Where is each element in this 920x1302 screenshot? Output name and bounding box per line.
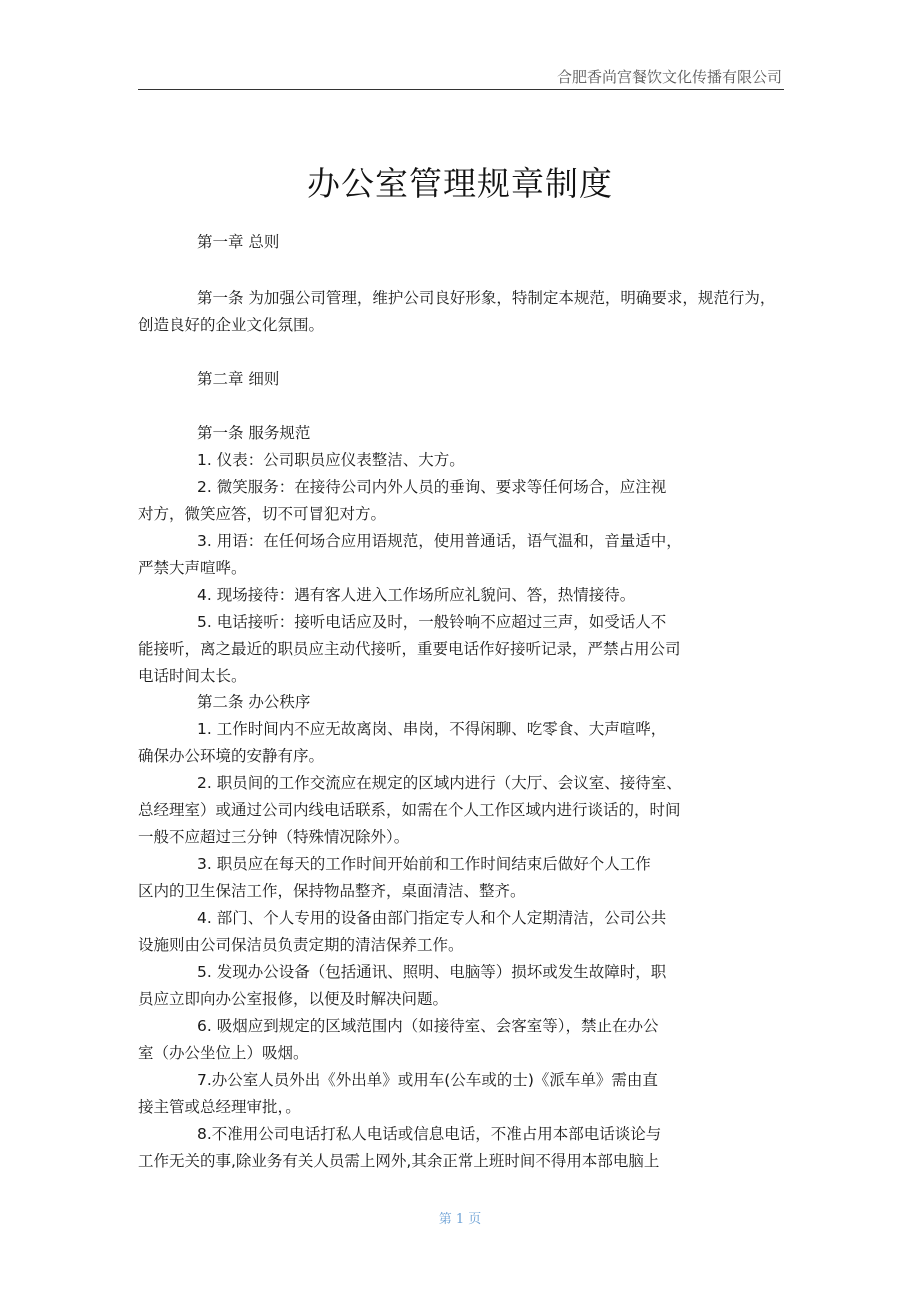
paragraph-line: 能接听，离之最近的职员应主动代接听，重要电话作好接听记录，严禁占用公司 [138, 640, 681, 658]
paragraph-line: 对方，微笑应答，切不可冒犯对方。 [138, 505, 387, 523]
paragraph-line: 室（办公坐位上）吸烟。 [138, 1044, 309, 1062]
header-rule [138, 89, 784, 90]
paragraph-line: 3. 用语：在任何场合应用语规范，使用普通话，语气温和，音量适中， [197, 532, 682, 550]
paragraph-line: 7.办公室人员外出《外出单》或用车(公车或的士)《派车单》需由直 [197, 1071, 658, 1089]
paragraph-line: 5. 发现办公设备（包括通讯、照明、电脑等）损坏或发生故障时，职 [197, 963, 667, 981]
paragraph-line: 设施则由公司保洁员负责定期的清洁保养工作。 [138, 936, 464, 954]
paragraph-line: 一般不应超过三分钟（特殊情况除外）。 [138, 828, 410, 846]
paragraph-line: 确保办公环境的安静有序。 [138, 747, 325, 765]
paragraph-line: 电话时间太长。 [138, 667, 247, 685]
article-heading: 第二条 办公秩序 [197, 693, 311, 711]
paragraph-line: 3. 职员应在每天的工作时间开始前和工作时间结束后做好个人工作 [197, 855, 651, 873]
chapter-heading: 第一章 总则 [197, 233, 280, 251]
paragraph-line: 严禁大声喧哗。 [138, 559, 247, 577]
paragraph-line: 工作无关的事,除业务有关人员需上网外,其余正常上班时间不得用本部电脑上 [138, 1152, 660, 1170]
paragraph-line: 第一条 为加强公司管理，维护公司良好形象，特制定本规范，明确要求，规范行为， [197, 289, 776, 307]
paragraph-line: 2. 微笑服务：在接待公司内外人员的垂询、要求等任何场合，应注视 [197, 478, 667, 496]
chapter-heading: 第二章 细则 [197, 370, 280, 388]
paragraph-line: 员应立即向办公室报修，以便及时解决问题。 [138, 990, 449, 1008]
paragraph-line: 总经理室）或通过公司内线电话联系，如需在个人工作区域内进行谈话的，时间 [138, 801, 681, 819]
article-heading: 第一条 服务规范 [197, 424, 311, 442]
header-company-name: 合肥香尚宫餐饮文化传播有限公司 [556, 68, 782, 86]
paragraph-line: 6. 吸烟应到规定的区域范围内（如接待室、会客室等），禁止在办公 [197, 1017, 659, 1035]
paragraph-line: 创造良好的企业文化氛围。 [138, 316, 325, 334]
paragraph-line: 接主管或总经理审批，。 [138, 1098, 301, 1116]
document-title: 办公室管理规章制度 [307, 164, 613, 203]
paragraph-line: 4. 现场接待：遇有客人进入工作场所应礼貌问、答，热情接待。 [197, 586, 636, 604]
paragraph-line: 2. 职员间的工作交流应在规定的区域内进行（大厅、会议室、接待室、 [197, 774, 682, 792]
paragraph-line: 4. 部门、个人专用的设备由部门指定专人和个人定期清洁，公司公共 [197, 909, 667, 927]
paragraph-line: 1. 仪表：公司职员应仪表整洁、大方。 [197, 451, 465, 469]
paragraph-line: 5. 电话接听：接听电话应及时，一般铃响不应超过三声，如受话人不 [197, 613, 667, 631]
paragraph-line: 1. 工作时间内不应无故离岗、串岗，不得闲聊、吃零食、大声喧哗， [197, 720, 667, 738]
paragraph-line: 8.不准用公司电话打私人电话或信息电话，不准占用本部电话谈论与 [197, 1125, 662, 1143]
page-number: 第 1 页 [438, 1212, 482, 1227]
paragraph-line: 区内的卫生保洁工作，保持物品整齐，桌面清洁、整齐。 [138, 882, 526, 900]
